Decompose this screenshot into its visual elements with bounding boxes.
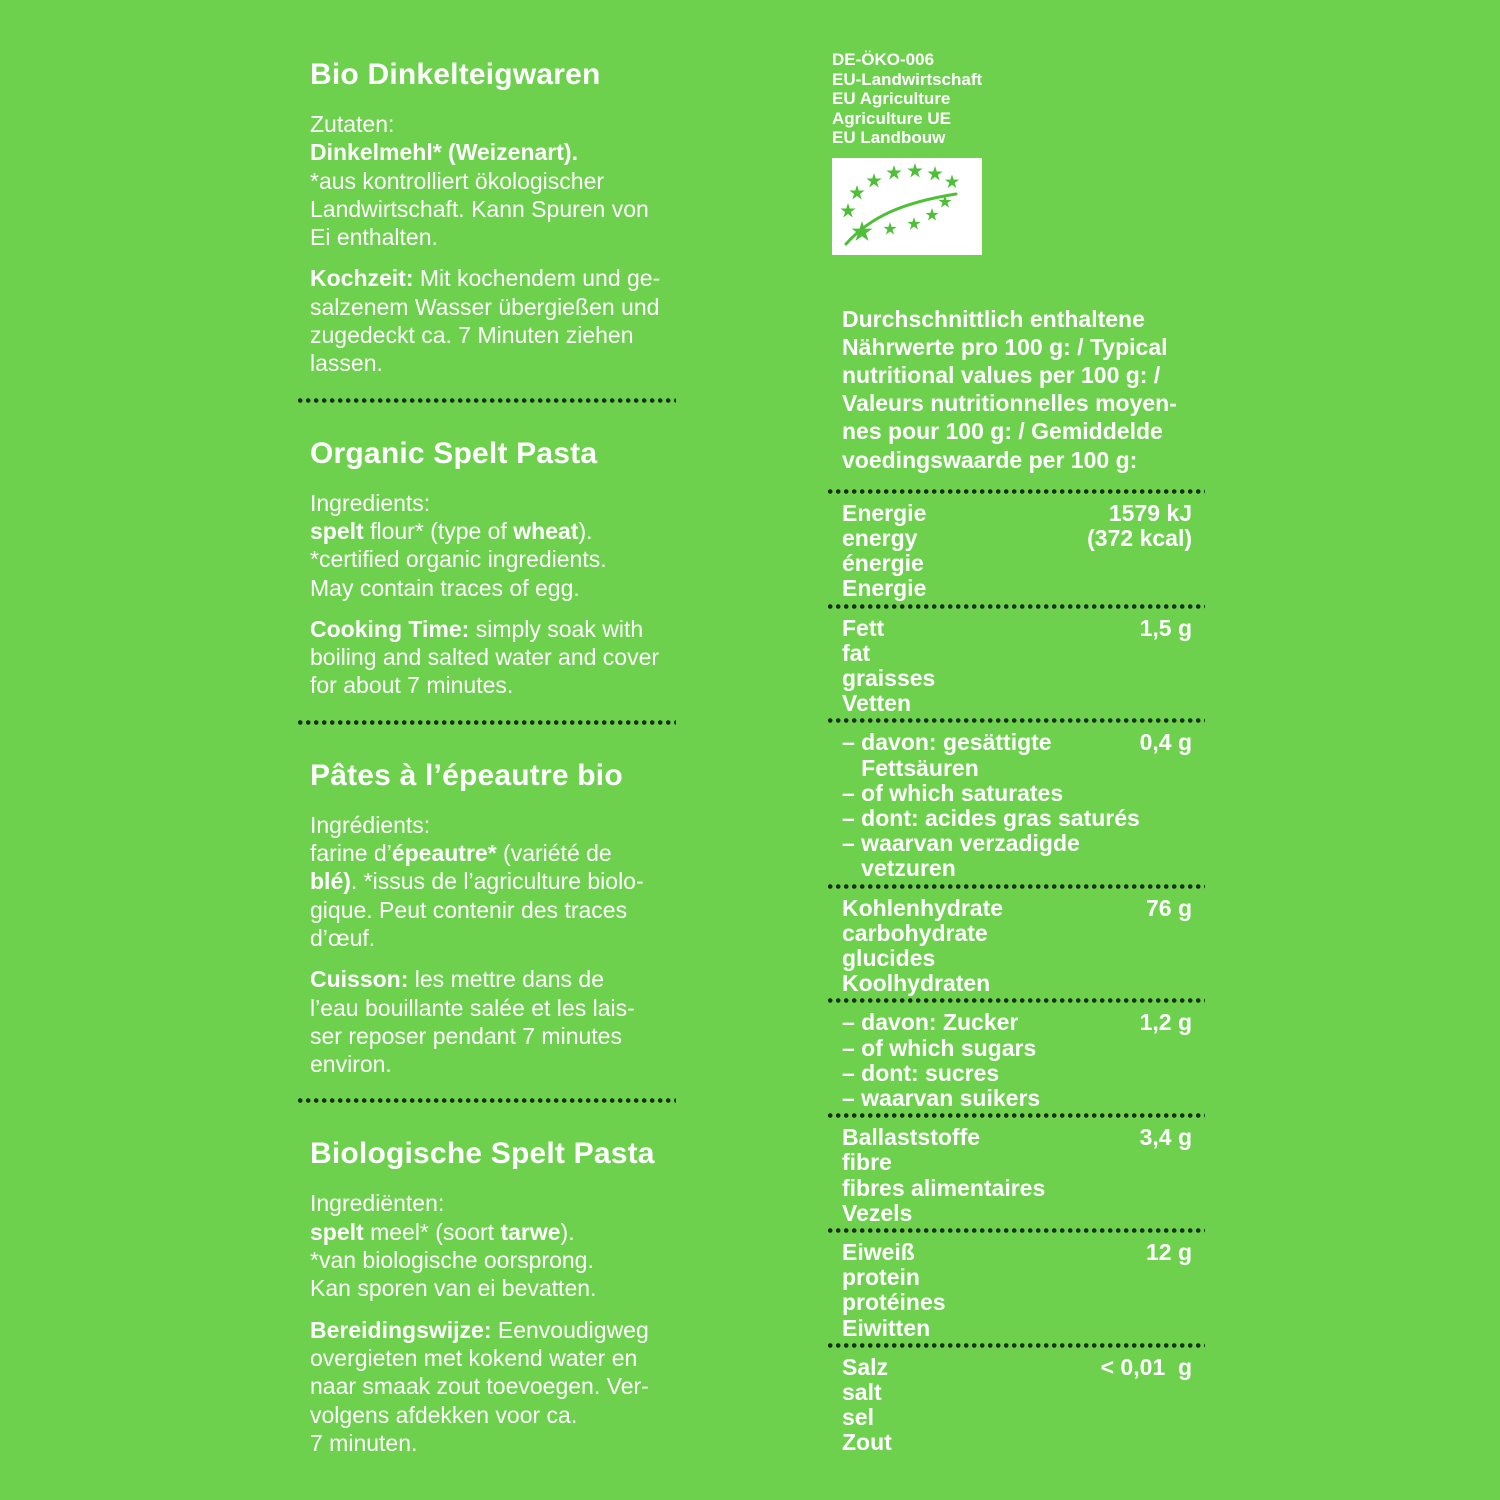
nutrient-value xyxy=(1087,501,1192,551)
text-line: lassen. xyxy=(310,350,383,377)
nutrient-value xyxy=(1140,1125,1192,1150)
text-line: – waarvan suikers xyxy=(842,1084,1041,1111)
text-line: Nährwerte pro 100 g: / Typical xyxy=(842,333,1168,360)
ingredients-paragraph-english xyxy=(298,489,676,602)
nutrient-value xyxy=(1140,616,1192,641)
text-line: Ingredients: xyxy=(310,489,431,516)
text-line: spelt meel* (soort tarwe). xyxy=(310,1218,575,1245)
text-line: ser reposer pendant 7 minutes xyxy=(310,1022,622,1049)
text-line: Valeurs nutritionnelles moyen- xyxy=(842,390,1177,417)
nutrient-labels xyxy=(842,896,1192,997)
section-heading-english: Organic Spelt Pasta xyxy=(310,436,598,470)
ingredients-paragraph-german xyxy=(298,110,676,251)
text-line: protein xyxy=(842,1264,920,1291)
text-line: Fett xyxy=(842,614,885,641)
nutrition-table-header xyxy=(828,305,1205,474)
nutrient-value xyxy=(1101,1355,1192,1380)
text-line: Salz xyxy=(842,1353,889,1380)
text-line: Eiweiß xyxy=(842,1239,915,1265)
text-line: volgens afdekken voor ca. xyxy=(310,1401,578,1428)
text-line: Vetten xyxy=(842,690,912,717)
text-line: voedingswaarde per 100 g: xyxy=(842,446,1138,473)
section-dutch xyxy=(298,1135,676,1457)
text-line: sel xyxy=(842,1404,874,1431)
text-line: protéines xyxy=(842,1289,946,1316)
nutrient-value xyxy=(1140,730,1192,755)
text-line: Ballaststoffe xyxy=(842,1124,981,1151)
section-heading-french: Pâtes à l’épeautre bio xyxy=(310,758,623,792)
organic-certification-codes xyxy=(828,50,1205,148)
text-line: Zutaten: xyxy=(310,111,395,137)
nutrient-value xyxy=(1146,896,1192,921)
text-line: farine d’épeautre* (variété de xyxy=(310,840,612,867)
text-line: Agriculture UE xyxy=(832,108,952,128)
text-line: gique. Peut contenir des traces xyxy=(310,896,628,923)
text-line: energy xyxy=(842,524,918,551)
nutrient-value xyxy=(1146,1240,1192,1265)
text-line: salzenem Wasser übergießen und xyxy=(310,293,660,320)
nutrition-row-energy xyxy=(828,489,1205,604)
nutrition-row-sugars xyxy=(828,998,1205,1113)
text-line: nutritional values per 100 g: / xyxy=(842,361,1161,388)
text-line: < 0,01 g xyxy=(1100,1353,1192,1380)
dotted-divider xyxy=(298,1098,676,1103)
ingredients-paragraph-french xyxy=(298,811,676,952)
nutrition-column xyxy=(828,50,1205,1458)
text-line: vetzuren xyxy=(842,855,956,882)
nutrition-row-fat xyxy=(828,604,1205,719)
text-line: – davon: Zucker xyxy=(842,1009,1019,1036)
nutrition-row-carbohydrate xyxy=(828,884,1205,999)
text-line: for about 7 minutes. xyxy=(310,672,514,699)
text-line: graisses xyxy=(842,664,936,691)
text-line: Fettsäuren xyxy=(842,754,979,781)
eu-organic-logo-icon xyxy=(832,158,982,255)
text-line: Koolhydraten xyxy=(842,970,991,997)
text-line: – waarvan verzadigde xyxy=(842,830,1080,857)
text-line: d’œuf. xyxy=(310,924,376,951)
text-line: Dinkelmehl* (Weizenart). xyxy=(310,139,578,166)
text-line: 12 g xyxy=(1145,1239,1192,1265)
text-line: Ingrédients: xyxy=(310,811,431,838)
text-line: (372 kcal) xyxy=(1087,524,1192,551)
section-german xyxy=(298,56,676,378)
text-line: fibre xyxy=(842,1149,892,1176)
text-line: 76 g xyxy=(1145,894,1192,921)
nutrient-value xyxy=(1140,1010,1192,1035)
text-line: *aus kontrolliert ökologischer xyxy=(310,167,605,194)
text-line: Durchschnittlich enthaltene xyxy=(842,305,1145,332)
text-line: Energie xyxy=(842,499,927,526)
text-line: Bereidingswijze: Eenvoudigweg xyxy=(310,1316,649,1343)
cooking-paragraph-german xyxy=(298,264,676,377)
text-line: Ingrediënten: xyxy=(310,1190,445,1217)
text-line: Kan sporen van ei bevatten. xyxy=(310,1275,597,1302)
text-line: Zout xyxy=(842,1429,892,1456)
nutrition-row-salt xyxy=(828,1343,1205,1458)
nutrition-table xyxy=(828,489,1205,1458)
dotted-divider xyxy=(298,720,676,725)
ingredients-paragraph-dutch xyxy=(298,1189,676,1302)
dotted-divider xyxy=(298,398,676,403)
text-line: overgieten met kokend water en xyxy=(310,1344,638,1371)
text-line: énergie xyxy=(842,550,924,577)
section-heading-german: Bio Dinkelteigwaren xyxy=(310,58,601,91)
text-line: glucides xyxy=(842,944,936,971)
section-english xyxy=(298,435,676,700)
text-line: 1,5 g xyxy=(1139,614,1192,641)
nutrient-labels xyxy=(842,1240,1192,1341)
text-line: fibres alimentaires xyxy=(842,1174,1046,1201)
eu-leaf-stars-graphic xyxy=(832,158,982,255)
text-line: EU-Landwirtschaft xyxy=(832,69,983,89)
text-line: – dont: acides gras saturés xyxy=(842,804,1140,831)
text-line: – of which sugars xyxy=(842,1034,1037,1061)
text-line: EU Agriculture xyxy=(832,89,951,108)
text-line: Vezels xyxy=(842,1199,913,1226)
text-line: fat xyxy=(842,639,871,666)
cooking-paragraph-french xyxy=(298,965,676,1078)
text-line: spelt flour* (type of wheat). xyxy=(310,517,593,544)
text-line: 1579 kJ xyxy=(1108,499,1192,526)
text-line: salt xyxy=(842,1379,882,1406)
text-line: nes pour 100 g: / Gemiddelde xyxy=(842,418,1163,445)
cooking-paragraph-english xyxy=(298,615,676,700)
text-line: Eiwitten xyxy=(842,1314,931,1341)
text-line: environ. xyxy=(310,1051,392,1078)
text-line: 3,4 g xyxy=(1139,1124,1192,1151)
text-line: Landwirtschaft. Kann Spuren von xyxy=(310,195,649,222)
text-line: *certified organic ingredients. xyxy=(310,546,607,573)
cooking-paragraph-dutch xyxy=(298,1316,676,1457)
text-line: DE-ÖKO-006 xyxy=(832,50,935,69)
text-line: Cuisson: les mettre dans de xyxy=(310,966,604,993)
section-heading-dutch: Biologische Spelt Pasta xyxy=(310,1137,655,1171)
text-line: – of which saturates xyxy=(842,779,1064,806)
text-line: Kochzeit: Mit kochendem und ge- xyxy=(310,265,661,292)
text-line: 0,4 g xyxy=(1139,729,1192,756)
nutrition-row-protein xyxy=(828,1228,1205,1343)
text-line: zugedeckt ca. 7 Minuten ziehen xyxy=(310,322,634,349)
text-line: blé). *issus de l’agriculture biolo- xyxy=(310,868,644,895)
text-line: 7 minuten. xyxy=(310,1429,418,1456)
text-line: l’eau bouillante salée et les lais- xyxy=(310,994,635,1021)
text-line: Kohlenhydrate xyxy=(842,894,1004,921)
text-line: Ei enthalten. xyxy=(310,224,438,251)
text-line: – davon: gesättigte xyxy=(842,729,1052,756)
text-line: Cooking Time: simply soak with xyxy=(310,615,644,642)
nutrition-row-saturates xyxy=(828,718,1205,883)
text-line: naar smaak zout toevoegen. Ver- xyxy=(310,1373,649,1400)
text-line: 1,2 g xyxy=(1139,1009,1192,1036)
ingredients-column xyxy=(298,56,676,1470)
text-line: boiling and salted water and cover xyxy=(310,644,660,671)
text-line: – dont: sucres xyxy=(842,1059,1000,1086)
text-line: *van biologische oorsprong. xyxy=(310,1247,594,1274)
nutrition-row-fibre xyxy=(828,1113,1205,1228)
section-french xyxy=(298,757,676,1079)
text-line: May contain traces of egg. xyxy=(310,574,580,601)
text-line: carbohydrate xyxy=(842,919,988,946)
text-line: Energie xyxy=(842,575,927,602)
text-line: EU Landbouw xyxy=(832,128,946,147)
